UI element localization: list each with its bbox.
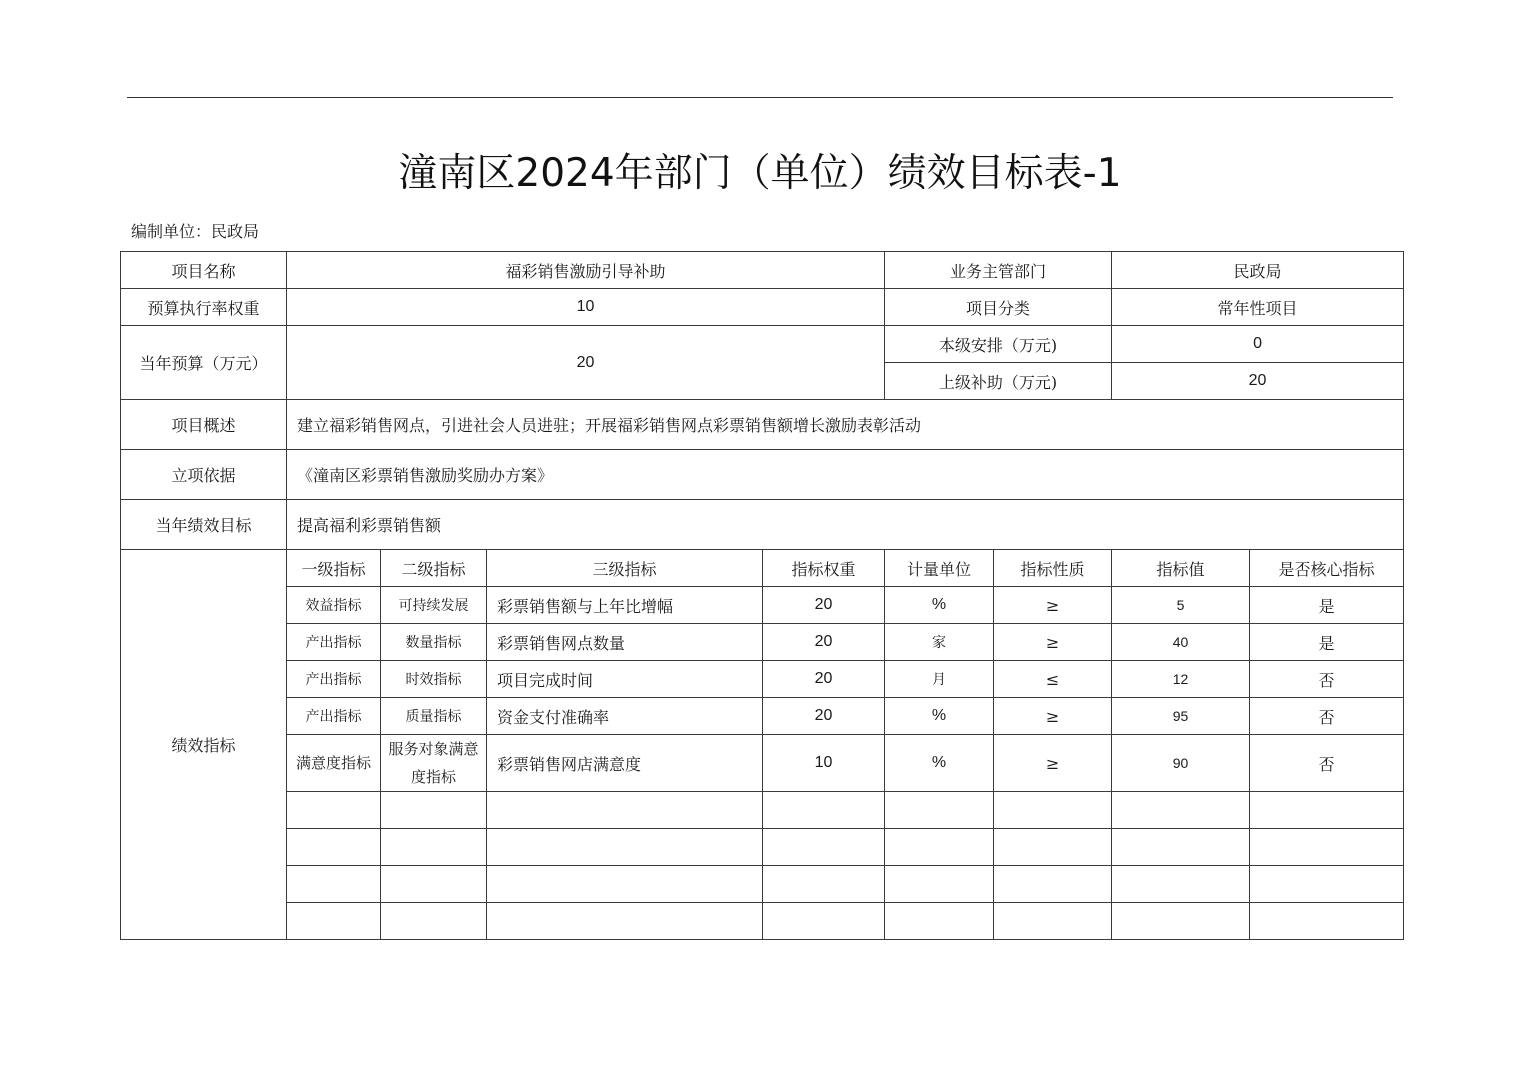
- goal-label: 当年绩效目标: [121, 500, 287, 550]
- empty-cell: [287, 829, 381, 866]
- indicator-value: 5: [1112, 587, 1250, 624]
- budget-label: 当年预算（万元）: [121, 326, 287, 400]
- empty-cell: [1112, 829, 1250, 866]
- indicator-level2: 时效指标: [381, 661, 487, 698]
- indicator-level2: 数量指标: [381, 624, 487, 661]
- empty-cell: [287, 903, 381, 940]
- indicator-core: 否: [1250, 735, 1404, 792]
- header-level3: 三级指标: [487, 550, 763, 587]
- indicator-level2: 可持续发展: [381, 587, 487, 624]
- goal-row: [121, 500, 1404, 550]
- empty-cell: [487, 792, 763, 829]
- overview-value: 建立福彩销售网点，引进社会人员进驻；开展福彩销售网点彩票销售额增长激励表彰活动: [287, 400, 1404, 450]
- empty-cell: [994, 866, 1112, 903]
- superior-value: 20: [1112, 363, 1404, 400]
- category-label: 项目分类: [885, 289, 1112, 326]
- empty-cell: [381, 829, 487, 866]
- header-level2: 二级指标: [381, 550, 487, 587]
- empty-cell: [994, 829, 1112, 866]
- basis-value: 《潼南区彩票销售激励奖励办方案》: [287, 450, 1404, 500]
- local-value: 0: [1112, 326, 1404, 363]
- indicator-weight: 20: [763, 698, 885, 735]
- empty-cell: [885, 903, 994, 940]
- performance-target-table: [120, 251, 1404, 940]
- indicator-nature: ≥: [994, 698, 1112, 735]
- indicator-level2: 服务对象满意度指标: [381, 735, 487, 792]
- empty-cell: [885, 866, 994, 903]
- indicator-level1: 产出指标: [287, 698, 381, 735]
- header-unit: 计量单位: [885, 550, 994, 587]
- indicator-level3: 资金支付准确率: [487, 698, 763, 735]
- empty-cell: [994, 792, 1112, 829]
- empty-cell: [763, 866, 885, 903]
- indicator-value: 40: [1112, 624, 1250, 661]
- local-label: 本级安排（万元): [885, 326, 1112, 363]
- empty-cell: [885, 829, 994, 866]
- empty-cell: [381, 792, 487, 829]
- indicator-value: 90: [1112, 735, 1250, 792]
- table-row: [121, 587, 1404, 624]
- header-core: 是否核心指标: [1250, 550, 1404, 587]
- basis-label: 立项依据: [121, 450, 287, 500]
- indicator-unit: 家: [885, 624, 994, 661]
- overview-row: [121, 400, 1404, 450]
- indicator-weight: 20: [763, 587, 885, 624]
- empty-cell: [1250, 792, 1404, 829]
- empty-cell: [1112, 866, 1250, 903]
- indicator-nature: ≥: [994, 587, 1112, 624]
- project-name-label: 项目名称: [121, 252, 287, 289]
- header-level1: 一级指标: [287, 550, 381, 587]
- empty-row: [121, 829, 1404, 866]
- empty-cell: [763, 903, 885, 940]
- dept-value: 民政局: [1112, 252, 1404, 289]
- empty-cell: [1112, 903, 1250, 940]
- header-weight: 指标权重: [763, 550, 885, 587]
- indicator-level1: 满意度指标: [287, 735, 381, 792]
- indicator-level1: 产出指标: [287, 624, 381, 661]
- empty-cell: [381, 903, 487, 940]
- empty-cell: [381, 866, 487, 903]
- indicator-core: 是: [1250, 624, 1404, 661]
- indicator-core: 否: [1250, 698, 1404, 735]
- budget-row: [121, 326, 1404, 363]
- indicator-header-row: [121, 550, 1404, 587]
- document-title: 潼南区2024年部门（单位）绩效目标表-1: [398, 151, 1122, 196]
- table-row: [121, 624, 1404, 661]
- empty-cell: [994, 903, 1112, 940]
- empty-cell: [1250, 829, 1404, 866]
- indicator-level1: 产出指标: [287, 661, 381, 698]
- empty-cell: [487, 866, 763, 903]
- weight-row: [121, 289, 1404, 326]
- compiling-unit: 编制单位：民政局: [131, 222, 260, 241]
- empty-row: [121, 866, 1404, 903]
- indicator-core: 是: [1250, 587, 1404, 624]
- indicator-weight: 20: [763, 624, 885, 661]
- indicator-unit: %: [885, 735, 994, 792]
- dept-label: 业务主管部门: [885, 252, 1112, 289]
- project-name-row: [121, 252, 1404, 289]
- empty-cell: [885, 792, 994, 829]
- superior-label: 上级补助（万元): [885, 363, 1112, 400]
- table-row: [121, 698, 1404, 735]
- budget-value: 20: [287, 326, 885, 400]
- indicator-unit: 月: [885, 661, 994, 698]
- basis-row: [121, 450, 1404, 500]
- empty-cell: [287, 866, 381, 903]
- empty-cell: [287, 792, 381, 829]
- indicator-level2: 质量指标: [381, 698, 487, 735]
- overview-label: 项目概述: [121, 400, 287, 450]
- indicator-nature: ≥: [994, 735, 1112, 792]
- indicator-weight: 20: [763, 661, 885, 698]
- indicator-unit: %: [885, 698, 994, 735]
- category-value: 常年性项目: [1112, 289, 1404, 326]
- indicator-nature: ≥: [994, 624, 1112, 661]
- empty-cell: [763, 829, 885, 866]
- table-row: [121, 661, 1404, 698]
- indicator-weight: 10: [763, 735, 885, 792]
- empty-row: [121, 792, 1404, 829]
- indicator-level1: 效益指标: [287, 587, 381, 624]
- project-name-value: 福彩销售激励引导补助: [287, 252, 885, 289]
- indicator-level3: 项目完成时间: [487, 661, 763, 698]
- weight-value: 10: [287, 289, 885, 326]
- empty-cell: [1250, 866, 1404, 903]
- empty-cell: [1112, 792, 1250, 829]
- indicator-nature: ≤: [994, 661, 1112, 698]
- indicator-level3: 彩票销售网店满意度: [487, 735, 763, 792]
- empty-cell: [1250, 903, 1404, 940]
- indicator-value: 12: [1112, 661, 1250, 698]
- empty-cell: [487, 903, 763, 940]
- empty-cell: [763, 792, 885, 829]
- empty-row: [121, 903, 1404, 940]
- header-rule: [127, 97, 1393, 98]
- indicators-section-label: 绩效指标: [121, 550, 287, 940]
- empty-cell: [487, 829, 763, 866]
- table-row: [121, 735, 1404, 792]
- indicator-level3: 彩票销售额与上年比增幅: [487, 587, 763, 624]
- header-value: 指标值: [1112, 550, 1250, 587]
- header-nature: 指标性质: [994, 550, 1112, 587]
- indicator-level3: 彩票销售网点数量: [487, 624, 763, 661]
- indicator-unit: %: [885, 587, 994, 624]
- weight-label: 预算执行率权重: [121, 289, 287, 326]
- indicator-value: 95: [1112, 698, 1250, 735]
- indicator-core: 否: [1250, 661, 1404, 698]
- goal-value: 提高福利彩票销售额: [287, 500, 1404, 550]
